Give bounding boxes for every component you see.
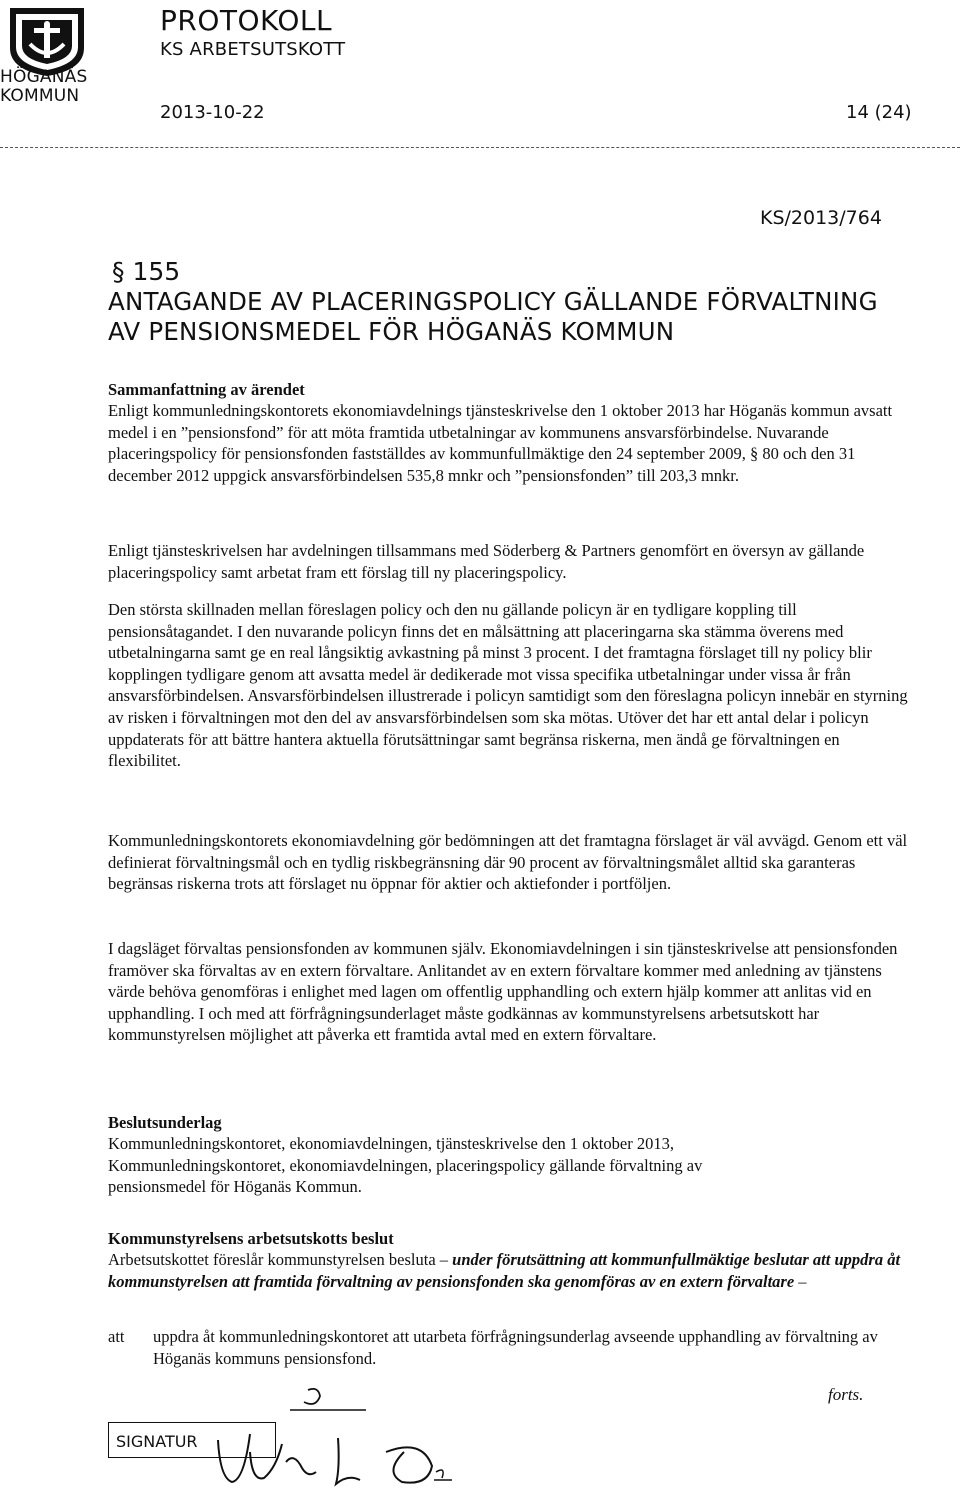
- decision-intro: Arbetsutskottet föreslår kommunstyrelsen besluta –: [108, 1250, 453, 1269]
- summary-section: [108, 379, 913, 486]
- municipality-name: HÖGANÄS KOMMUN: [0, 67, 88, 106]
- decision-basis-heading: Beslutsunderlag: [108, 1113, 222, 1132]
- basis-line: Kommunledningskontoret, ekonomiavdelningen, tjänsteskrivelse den 1 oktober 2013,: [108, 1134, 674, 1153]
- section-number: § 155: [112, 257, 181, 286]
- header-divider: [0, 147, 960, 148]
- basis-line: pensionsmedel för Höganäs Kommun.: [108, 1177, 362, 1197]
- meeting-date: 2013-10-22: [160, 102, 265, 123]
- continued-marker: forts.: [828, 1385, 864, 1404]
- summary-heading: Sammanfattning av ärendet: [108, 380, 305, 399]
- section-heading-line: ANTAGANDE AV PLACERINGSPOLICY GÄLLANDE FÖRVALTNING: [108, 287, 878, 316]
- decision-section: [108, 1228, 913, 1292]
- summary-paragraph: I dagsläget förvaltas pensionsfonden av kommunen själv. Ekonomiavdelningen i sin tjänsteskrivelse att pensionsfonden framöver ska förvaltas av en extern förvaltare. Anlitandet av en extern förvaltare kommer med anledning av tjänstens värde behöva genomföras i enlighet med lagen om offentlig upphandling och extern hjälp kommer att anlitas vid en upphandling. I och med att förfrågningsunderlaget måste godkännas av kommunstyrelsens arbetsutskott har kommunstyrelsen möjlighet att påverka ett framtida avtal med en extern förvaltare.: [108, 939, 898, 1045]
- section-heading-line: AV PENSIONSMEDEL FÖR HÖGANÄS KOMMUN: [108, 317, 675, 346]
- summary-paragraph: Kommunledningskontorets ekonomiavdelning gör bedömningen att det framtagna förslaget är väl avvägd. Genom ett väl definierat förvaltningsmål och en tydlig riskbegränsning där 90 procent av förvaltningsmålet alltid ska garanteras begränsas riskerna trots att förslaget nu öppnar för aktier och aktiefonder i portföljen.: [108, 831, 908, 894]
- decision-heading: Kommunstyrelsens arbetsutskotts beslut: [108, 1229, 394, 1248]
- summary-paragraph: Den största skillnaden mellan föreslagen policy och den nu gällande policyn är en tydligare koppling till pensionsåtagandet. I den nuvarande policyn finns det en målsättning att placeringarna ska stämma överens med utbetalningarna samt ge en real långsiktig avkastning på minst 3 procent. I det framtagna förslaget till ny policy blir kopplingen tydligare genom att avsatta medel är dedikerade mot vissa specifika utbetalningar under vissa år från ansvarsförbindelsen. Ansvarsförbindelsen illustrerade i policyn samtidigt som den föreslagna policyn innebär en styrning av risken i förvaltningen mot den del av ansvarsförbindelsen som ska mötas. Utöver det har ett antal delar i policyn uppdaterats för att bättre hantera aktuella förutsättningar samt begränsa riskerna, men ändå ge förvaltningen en flexibilitet.: [108, 600, 908, 771]
- page-number: 14 (24): [846, 102, 912, 123]
- section-heading: [108, 287, 928, 347]
- case-number: KS/2013/764: [760, 207, 882, 229]
- signature-label: SIGNATUR: [116, 1432, 198, 1451]
- document-title: PROTOKOLL: [160, 4, 333, 37]
- decision-condition: under förutsättning att kommunfullmäktige beslutar att uppdra åt kommunstyrelsen att framtida förvaltning av pensionsfonden ska genomföras av en extern förvaltare: [108, 1250, 901, 1291]
- decision-basis-section: [108, 1112, 913, 1198]
- basis-line: Kommunledningskontoret, ekonomiavdelningen, placeringspolicy gällande förvaltning av: [108, 1155, 703, 1175]
- handwritten-signature: [190, 1382, 520, 1492]
- summary-paragraph: Enligt tjänsteskrivelsen har avdelningen tillsammans med Söderberg & Partners genomfört en översyn av gällande placeringspolicy samt arbetat fram ett förslag till ny placeringspolicy.: [108, 541, 865, 582]
- decision-text: [108, 1249, 913, 1292]
- decision-item-prefix: att: [108, 1327, 125, 1346]
- decision-condition-end: –: [794, 1271, 807, 1291]
- summary-paragraph: Enligt kommunledningskontorets ekonomiavdelnings tjänsteskrivelse den 1 oktober 2013 har Höganäs kommun avsatt medel i en ”pensionsfond” för att möta framtida utbetalningar av kommunens ansvarsförbindelse. Nuvarande placeringspolicy för pensionsfonden fastställdes av kommunfullmäktige den 24 september 2009, § 80 och den 31 december 2012 uppgick ansvarsförbindelsen 535,8 mnkr och ”pensionsfonden” till 203,3 mnkr.: [108, 401, 893, 485]
- document-subtitle: KS ARBETSUTSKOTT: [160, 39, 346, 60]
- decision-item-text: uppdra åt kommunledningskontoret att utarbeta förfrågningsunderlag avseende upphandling av förvaltning av Höganäs kommuns pensionsfond.: [153, 1327, 878, 1368]
